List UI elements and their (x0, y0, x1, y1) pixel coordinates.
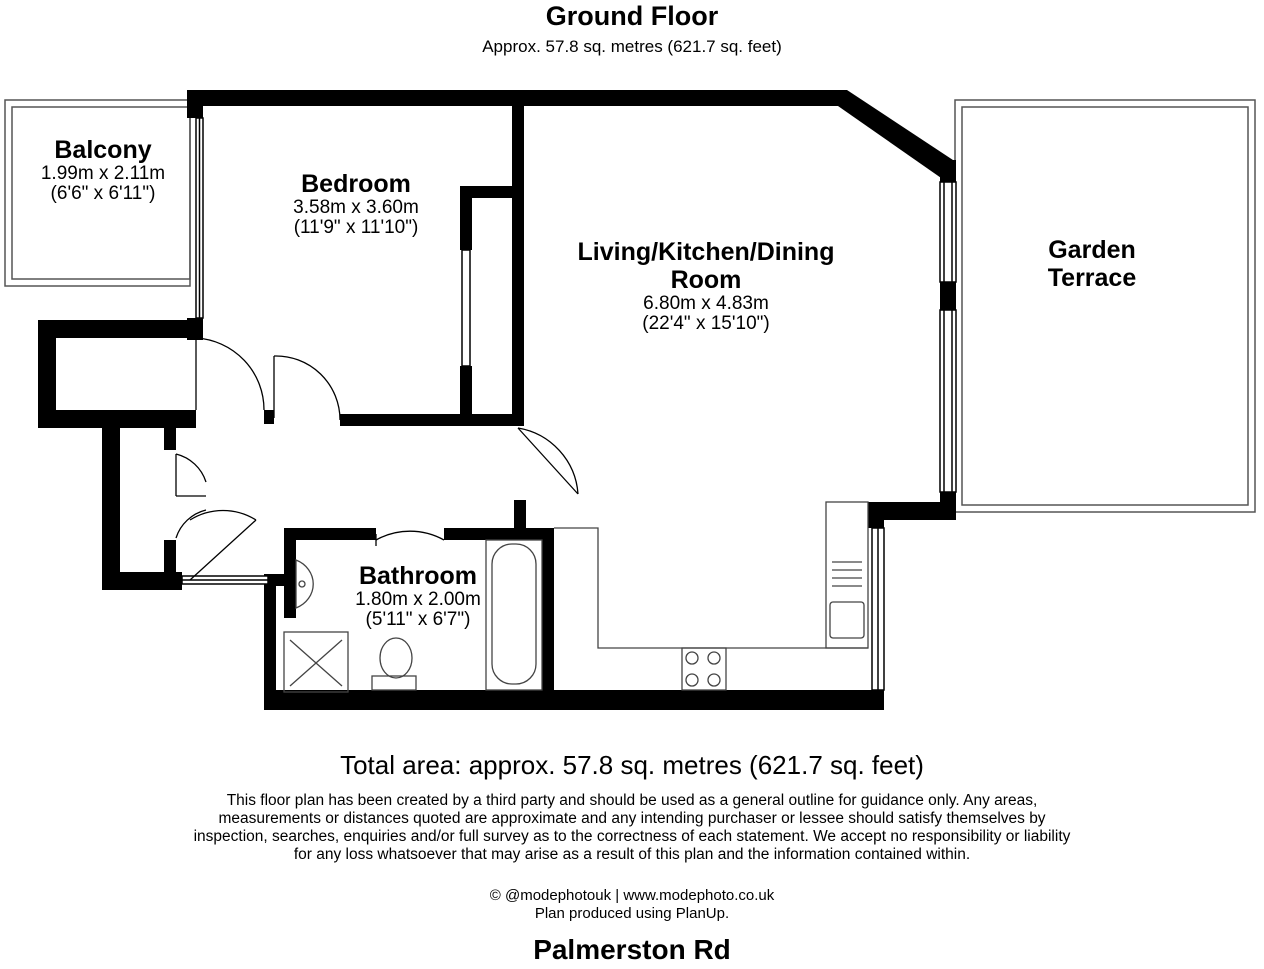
room-dimensions-imperial: (11'9" x 11'10") (293, 217, 419, 238)
room-dimensions-metric: 1.80m x 2.00m (355, 589, 481, 610)
page-subtitle: Approx. 57.8 sq. metres (621.7 sq. feet) (482, 37, 782, 56)
room-dimensions-metric: 1.99m x 2.11m (40, 163, 166, 184)
disclaimer-line: This floor plan has been created by a third party and should be used as a general outline for guidance only. Any areas, (226, 792, 1038, 809)
room-dimensions-imperial: (22'4" x 15'10") (642, 313, 770, 334)
room-balcony (0, 136, 206, 204)
credit-line: © @modephotouk | www.modephoto.co.uk (489, 887, 775, 904)
room-living-kitchen-dining (556, 238, 856, 334)
disclaimer-line: inspection, searches, enquiries and/or full survey as to the correctness of each statement. We accept no responsibility or liability (193, 828, 1071, 845)
room-name-line1: Garden (1048, 236, 1136, 264)
room-dimensions-imperial: (6'6" x 6'11") (50, 183, 156, 204)
room-dimensions-metric: 6.80m x 4.83m (643, 293, 769, 314)
room-name: Balcony (54, 136, 152, 164)
page-title: Ground Floor (545, 1, 719, 31)
total-area: Total area: approx. 57.8 sq. metres (621.7 sq. feet) (340, 750, 924, 780)
room-bedroom (246, 170, 466, 238)
kitchen-fixtures (554, 502, 868, 690)
room-name-line2: Room (670, 266, 742, 294)
room-dimensions-metric: 3.58m x 3.60m (293, 197, 419, 218)
room-name-line2: Terrace (1047, 264, 1137, 292)
disclaimer (150, 792, 1114, 864)
disclaimer-line: measurements or distances quoted are approximate and any intending purchaser or lessee should satisfy themselves by (218, 810, 1046, 827)
disclaimer-line: for any loss whatsoever that may arise as a result of this plan and the information contained within. (293, 846, 971, 863)
room-name: Bathroom (358, 562, 478, 590)
credit-line: Plan produced using PlanUp. (534, 905, 730, 922)
garden-terrace-outline (955, 100, 1255, 512)
room-dimensions-imperial: (5'11" x 6'7") (365, 609, 471, 630)
room-garden-terrace (1012, 236, 1172, 292)
credits (0, 887, 1264, 923)
room-name: Bedroom (301, 170, 411, 198)
room-bathroom (326, 562, 510, 630)
property-address: Palmerston Rd (533, 934, 731, 965)
room-name-line1: Living/Kitchen/Dining (577, 238, 835, 266)
